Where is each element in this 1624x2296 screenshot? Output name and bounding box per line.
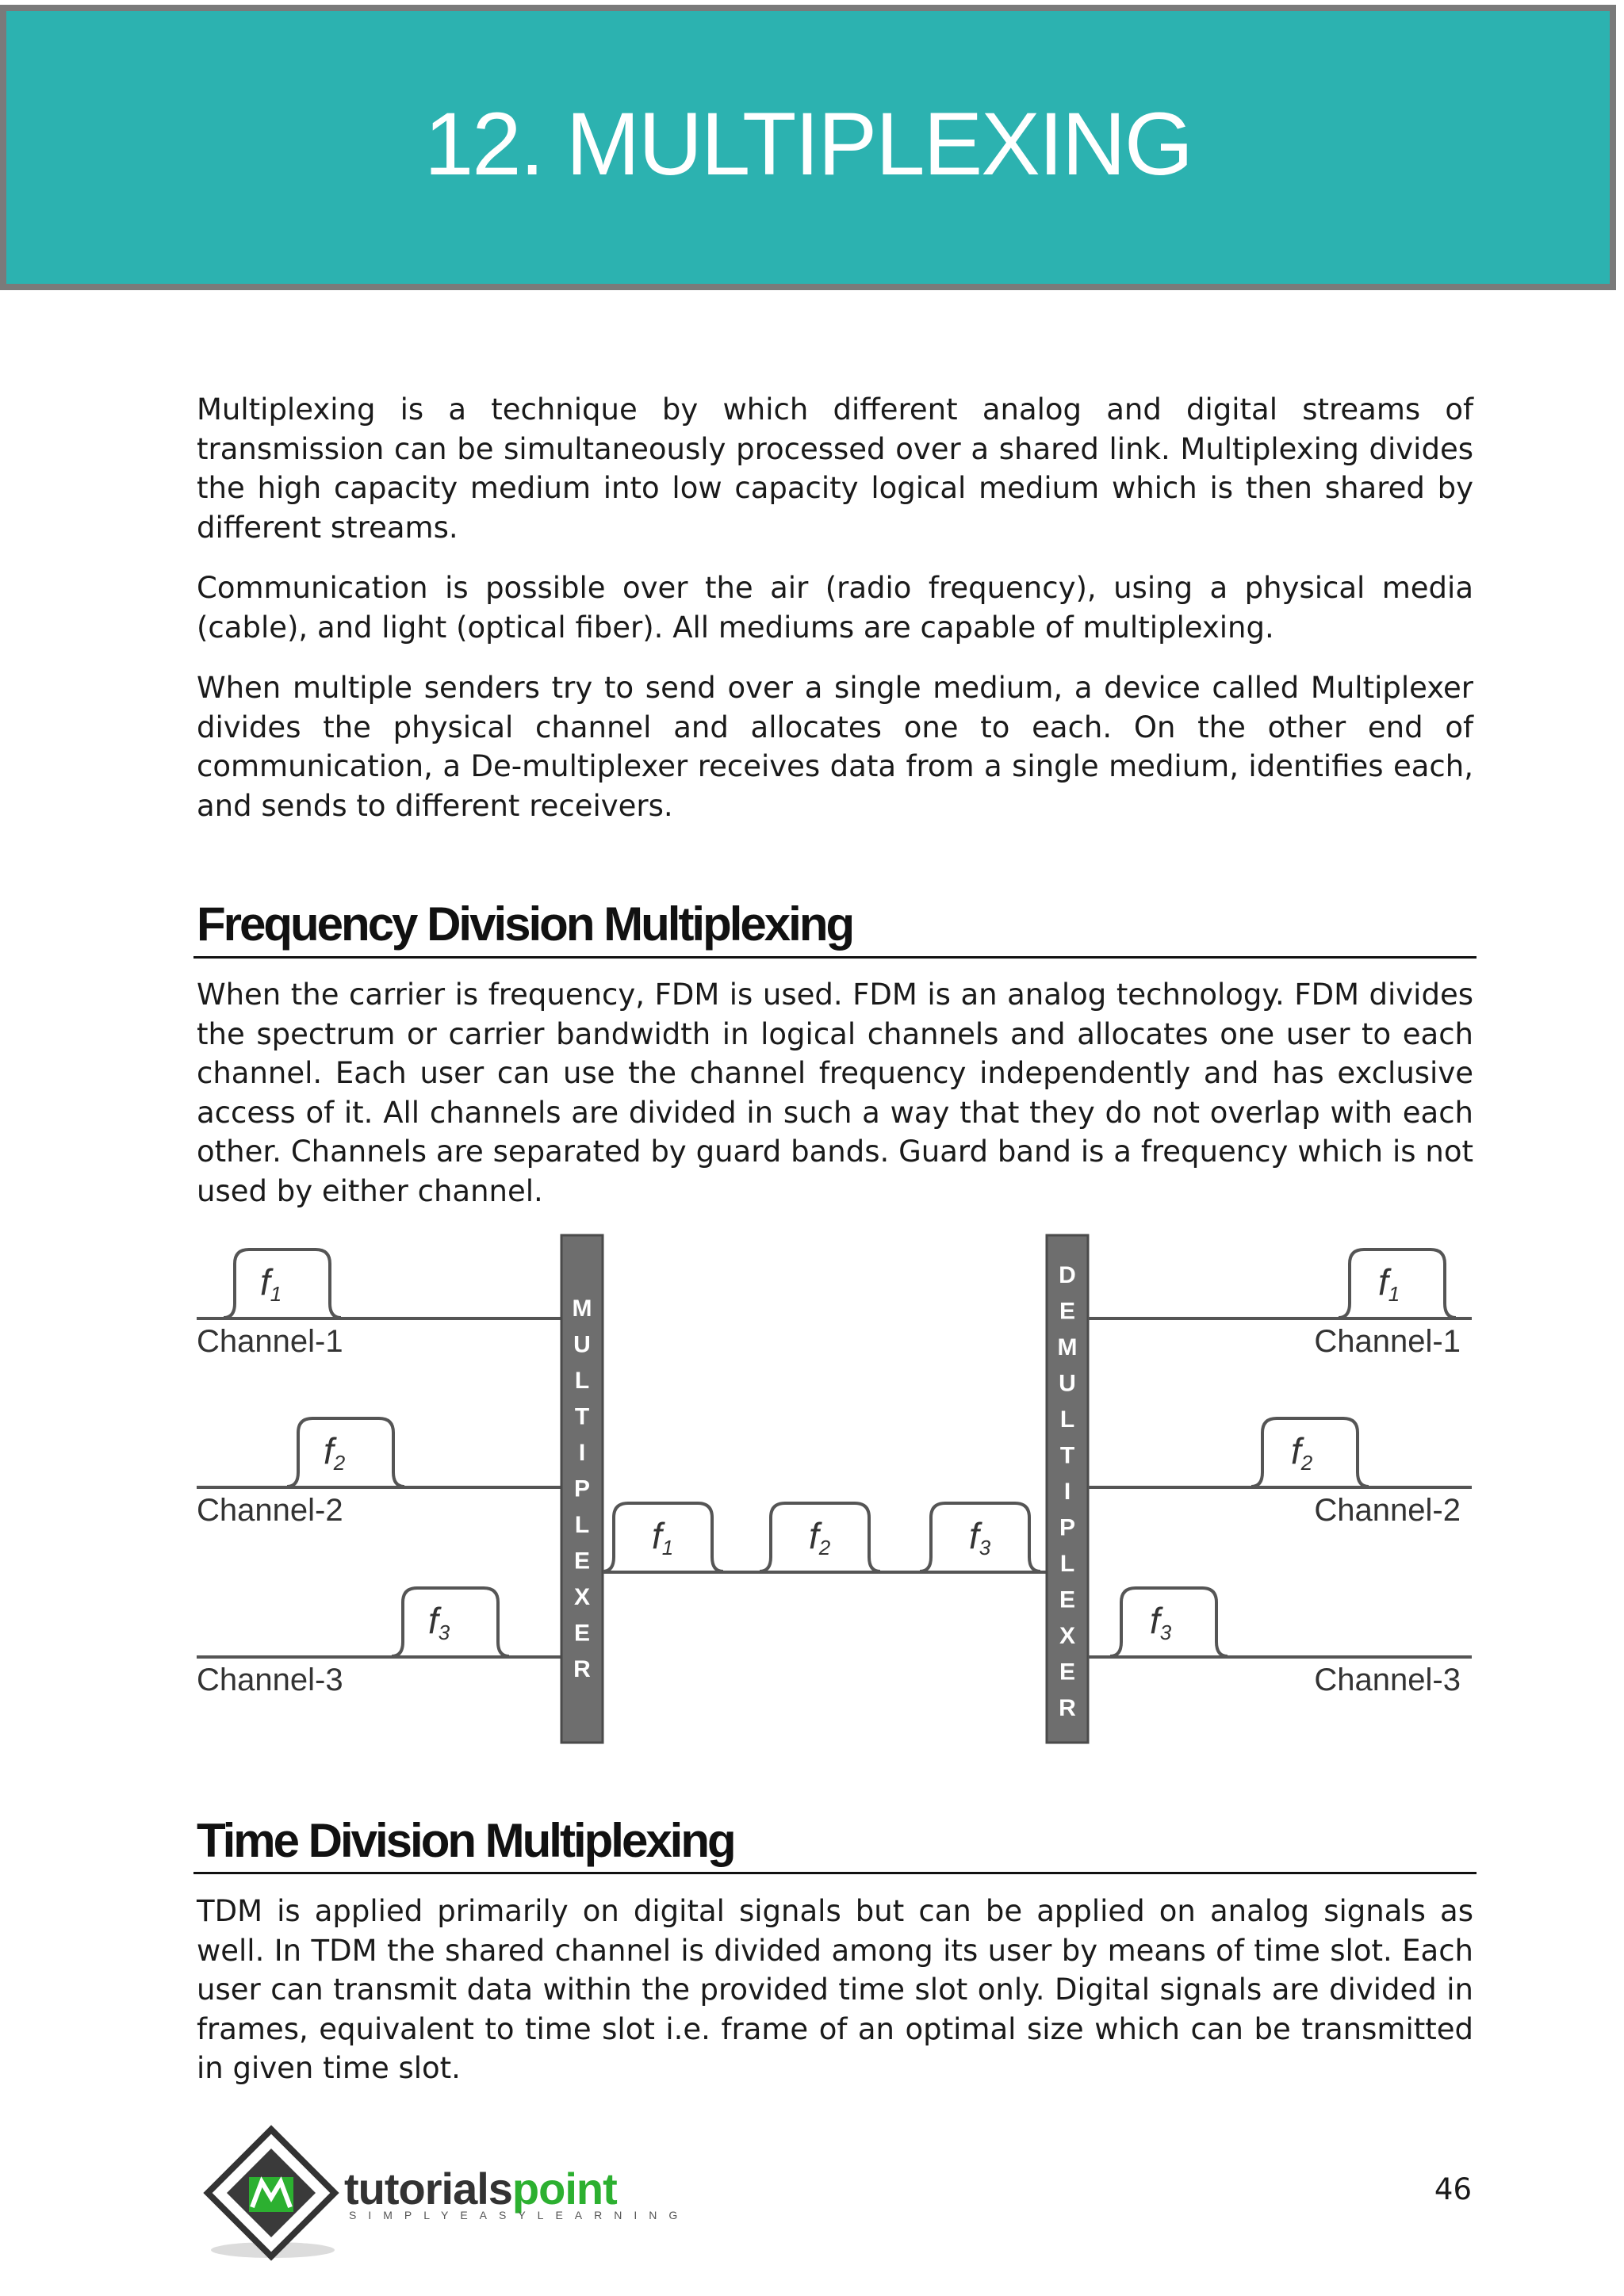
mux-letter-7: L — [574, 1512, 590, 1538]
mux-letter-9: X — [573, 1584, 591, 1610]
logo-tagline: SIMPLYEASYLEARNING — [349, 2209, 690, 2221]
left-channel-label-2: Channel-2 — [197, 1493, 343, 1528]
demux-letter-12: E — [1059, 1659, 1076, 1686]
tutorialspoint-logo-icon — [200, 2125, 343, 2267]
demux-letter-9: L — [1059, 1551, 1075, 1577]
tdm-heading-wrap — [197, 1812, 1473, 1869]
left-freq-label-3: f3 — [428, 1600, 450, 1644]
right-channel-label-2: Channel-2 — [1314, 1493, 1461, 1528]
right-channel-label-1: Channel-1 — [1314, 1324, 1461, 1359]
left-pulse-1 — [224, 1249, 341, 1318]
left-freq-label-1: f1 — [260, 1261, 282, 1306]
left-channel-label-1: Channel-1 — [197, 1324, 343, 1359]
demux-letter-1: D — [1059, 1262, 1076, 1288]
logo-word-part2: point — [511, 2164, 617, 2214]
mux-letter-6: P — [573, 1475, 591, 1502]
demux-letter-5: L — [1059, 1406, 1075, 1433]
mux-letter-1: M — [572, 1295, 592, 1322]
fdm-paragraph: When the carrier is frequency, FDM is used. FDM is an analog technology. FDM divides the spectrum or carrier bandwidth in logical channels and allocates one user to each channel. Each user can use the channel frequency independently and has exclusive access of it. All channels are divided in such a way that they do not overlap with each other. Channels are separated by guard bands. Guard band is a frequency which is not used by either channel. — [197, 978, 1473, 1208]
shared-freq-label-2: f2 — [809, 1515, 831, 1559]
right-channel-label-3: Channel-3 — [1314, 1663, 1461, 1697]
intro-paragraph-1: Multiplexing is a technique by which different analog and digital streams of transmission can be simultaneously processed over a shared link. Multiplexing divides the high capacity medium into low capacity logical medium which is then shared by different streams. — [197, 392, 1473, 545]
right-freq-label-2: f2 — [1291, 1430, 1313, 1475]
right-freq-label-3: f3 — [1150, 1600, 1172, 1644]
tdm-section — [197, 1892, 1473, 2088]
demux-letter-4: U — [1059, 1370, 1076, 1397]
logo-wordmark — [344, 2163, 617, 2214]
intro-paragraph-3: When multiple senders try to send over a single medium, a device called Multiplexer divides the physical channel and allocates one to each. On the other end of communication, a De-multiplexer receives data from a single medium, identifies each, and sends to different receivers. — [197, 671, 1473, 823]
demux-letter-6: T — [1059, 1442, 1075, 1469]
mux-letter-11: R — [573, 1656, 591, 1682]
tdm-heading-rule — [193, 1872, 1477, 1874]
mux-letter-2: U — [573, 1331, 591, 1358]
mux-letter-4: T — [574, 1403, 590, 1430]
demux-letter-13: R — [1059, 1695, 1076, 1721]
logo-word-part1: tutorials — [344, 2164, 512, 2214]
mux-letter-8: E — [573, 1548, 591, 1575]
mux-letter-10: E — [573, 1620, 591, 1647]
page-number: 46 — [1434, 2172, 1472, 2206]
mux-letter-5: I — [578, 1440, 586, 1466]
demux-letter-3: M — [1057, 1334, 1078, 1360]
demux-letter-8: P — [1059, 1514, 1076, 1541]
tdm-paragraph: TDM is applied primarily on digital signals but can be applied on analog signals as well. In TDM the shared channel is divided among its user by means of time slot. Each user can transmit data within the provided time slot only. Digital signals are divided in frames, equivalent to time slot i.e. frame of an optimal size which can be transmitted in given time slot. — [197, 1894, 1473, 2085]
intro-paragraph-2: Communication is possible over the air (radio frequency), using a physical media (cable), and light (optical fiber). All mediums are capable of multiplexing. — [197, 571, 1473, 645]
right-freq-label-1: f1 — [1378, 1261, 1400, 1306]
demux-letter-11: X — [1059, 1623, 1076, 1649]
left-pulse-3 — [392, 1588, 509, 1656]
left-freq-label-2: f2 — [324, 1430, 346, 1475]
left-pulse-2 — [287, 1418, 404, 1487]
chapter-title: 12. MULTIPLEXING — [423, 94, 1192, 193]
demux-letter-2: E — [1059, 1298, 1076, 1325]
demux-letter-7: I — [1063, 1479, 1071, 1505]
tdm-heading: Time Division Multiplexing — [197, 1814, 734, 1867]
shared-freq-label-1: f1 — [652, 1515, 674, 1559]
fdm-heading: Frequency Division Multiplexing — [197, 897, 853, 951]
demux-letter-10: E — [1059, 1586, 1076, 1613]
left-channel-label-3: Channel-3 — [197, 1663, 343, 1697]
shared-freq-label-3: f3 — [969, 1515, 991, 1559]
mux-letter-3: L — [574, 1368, 590, 1394]
